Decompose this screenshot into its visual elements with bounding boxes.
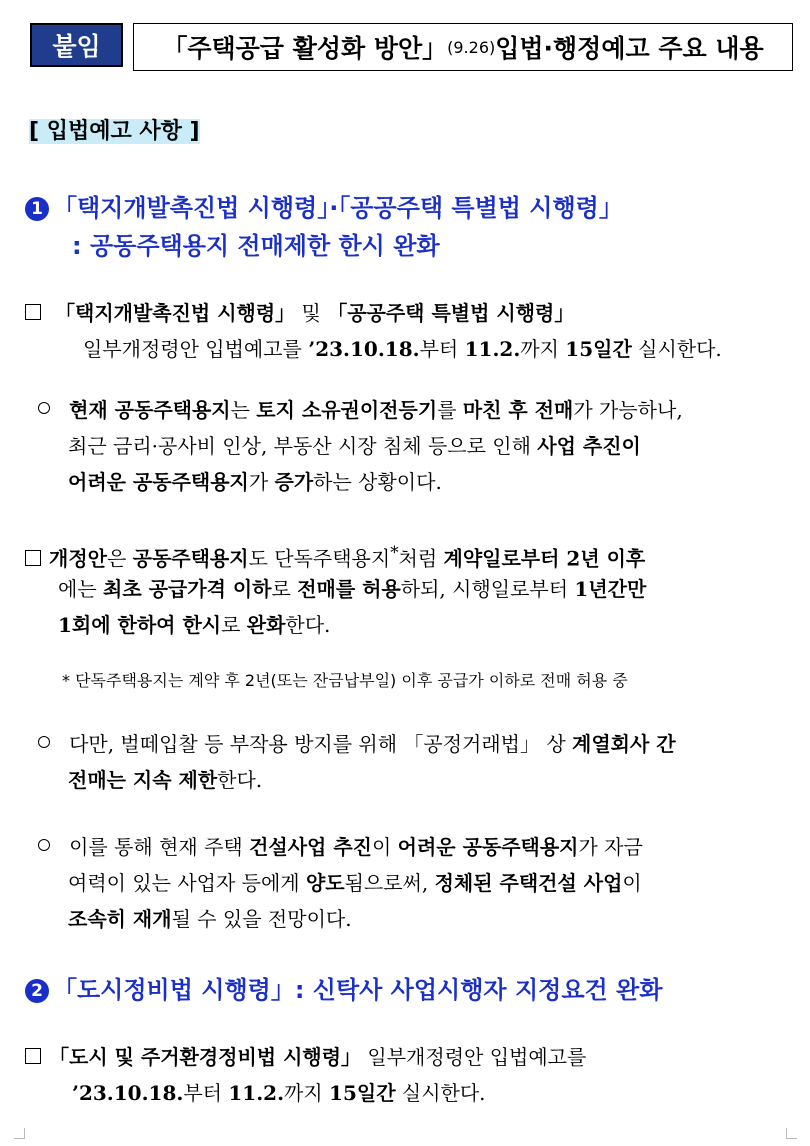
p2-t5: 마친 후 전매 bbox=[462, 398, 574, 422]
p5-t3: 이 bbox=[371, 835, 398, 859]
item1-number-icon: 1 bbox=[25, 197, 49, 221]
title-date: (9.26) bbox=[447, 37, 496, 57]
p3-t16: 한다. bbox=[285, 613, 331, 637]
item1-heading bbox=[25, 188, 623, 223]
p3-t12: 1년간만 bbox=[574, 577, 647, 601]
p1-text-e: 까지 bbox=[520, 337, 566, 361]
p1-text-a: 일부개정령안 입법예고를 bbox=[83, 337, 309, 361]
p3-t14: 로 bbox=[221, 613, 247, 637]
title-tail: 입법·행정예고 주요 내용 bbox=[495, 34, 764, 63]
checkbox-square-icon bbox=[25, 550, 41, 566]
p6-t5: 11.2. bbox=[228, 1081, 285, 1105]
p2-t2: 는 bbox=[230, 398, 257, 422]
p2-t4: 를 bbox=[437, 398, 463, 422]
p3-footnote-mark: * bbox=[390, 543, 399, 562]
p3-t6: 계약일로부터 2년 이후 bbox=[443, 546, 646, 571]
p5-t10: 이 bbox=[622, 871, 642, 895]
p5-t5: 가 자금 bbox=[578, 835, 643, 859]
p1-law2: 「공공주택 특별법 시행령」 bbox=[327, 301, 575, 325]
p5-t1: 이를 통해 현재 주택 bbox=[69, 835, 250, 859]
p5-t8: 됨으로써, bbox=[344, 871, 435, 895]
p4-line1 bbox=[38, 726, 676, 762]
attachment-badge: 붙임 bbox=[30, 23, 123, 67]
p2-t6: 가 가능하나, bbox=[573, 398, 683, 422]
item2-number-icon: 2 bbox=[25, 979, 49, 1003]
p5-t11: 조속히 재개 bbox=[68, 907, 172, 931]
title-main: 「주택공급 활성화 방안」 bbox=[162, 34, 448, 63]
p5-line2 bbox=[68, 865, 642, 901]
p5-t12: 될 수 있을 전망이다. bbox=[171, 907, 352, 931]
item1-subheading: : 공동주택용지 전매제한 한시 완화 bbox=[72, 232, 440, 260]
p2-line1 bbox=[38, 392, 683, 428]
p4-t4: 한다. bbox=[217, 768, 263, 792]
p2-line2 bbox=[68, 428, 641, 464]
p5-line1 bbox=[38, 829, 643, 865]
p6-t7: 15일간 bbox=[329, 1081, 396, 1105]
p3-t2: 은 bbox=[106, 546, 133, 571]
p3-t5: 처럼 bbox=[398, 546, 444, 571]
p2-t11: 증가 bbox=[274, 470, 314, 494]
footnote: * 단독주택용지는 계약 후 2년(또는 잔금납부일) 이후 공급가 이하로 전매 허용 중 bbox=[62, 671, 628, 690]
p1-and: 및 bbox=[295, 301, 328, 325]
p3-t4: 도 단독주택용지 bbox=[248, 546, 391, 571]
p1-line2 bbox=[83, 331, 722, 367]
p2-line3 bbox=[68, 464, 442, 500]
p4-t3: 전매는 지속 제한 bbox=[68, 768, 218, 792]
p2-t7: 최근 금리·공사비 인상, 부동산 시장 침체 등으로 인해 bbox=[68, 434, 538, 458]
document-title bbox=[133, 23, 793, 71]
checkbox-square-icon bbox=[25, 304, 41, 320]
p6-t4: 부터 bbox=[183, 1081, 229, 1105]
p1-date-end: 11.2. bbox=[464, 337, 521, 361]
p3-t10: 전매를 허용 bbox=[297, 577, 401, 601]
p6-t1: 「도시 및 주거환경정비법 시행령」 bbox=[49, 1045, 362, 1069]
p1-law1: 「택지개발촉진법 시행령」 bbox=[55, 301, 296, 325]
p3-t9: 로 bbox=[271, 577, 298, 601]
p6-t3: ’23.10.18. bbox=[72, 1081, 184, 1105]
p4-t1: 다만, 벌떼입찰 등 부작용 방지를 위해 「공정거래법」 상 bbox=[69, 732, 573, 756]
page-corner-mark bbox=[786, 1128, 797, 1139]
item1-heading-line1: 「택지개발촉진법 시행령」·「공공주택 특별법 시행령」 bbox=[53, 194, 623, 222]
p3-t1: 개정안 bbox=[49, 546, 107, 571]
p6-t8: 실시한다. bbox=[395, 1081, 486, 1105]
p6-line1 bbox=[25, 1039, 586, 1075]
item2-heading bbox=[25, 970, 662, 1005]
p3-line2 bbox=[58, 571, 646, 607]
p3-t7: 에는 bbox=[58, 577, 103, 601]
p2-t1: 현재 공동주택용지 bbox=[69, 398, 231, 422]
p5-line3 bbox=[68, 901, 352, 937]
p1-line1 bbox=[25, 295, 574, 331]
p3-t15: 완화 bbox=[246, 613, 286, 637]
p1-date-start: ’23.10.18. bbox=[308, 337, 420, 361]
checkbox-square-icon bbox=[25, 1048, 41, 1064]
p3-t3: 공동주택용지 bbox=[132, 546, 249, 571]
p2-t3: 토지 소유권이전등기 bbox=[256, 398, 438, 422]
item2-heading-text: 「도시정비법 시행령」: 신탁사 사업시행자 지정요건 완화 bbox=[53, 976, 663, 1004]
p3-t11: 하되, 시행일로부터 bbox=[400, 577, 575, 601]
p2-t9: 어려운 공동주택용지 bbox=[68, 470, 249, 494]
p5-t6: 여력이 있는 사업자 등에게 bbox=[68, 871, 306, 895]
page-corner-mark bbox=[14, 1128, 25, 1139]
p5-t9: 정체된 주택건설 사업 bbox=[434, 871, 623, 895]
p2-t10: 가 bbox=[248, 470, 275, 494]
p1-text-g: 실시한다. bbox=[631, 337, 722, 361]
p4-line2 bbox=[68, 762, 262, 798]
bullet-circle-icon bbox=[38, 736, 50, 748]
p3-t13: 1회에 한하여 한시 bbox=[58, 613, 222, 637]
p5-t4: 어려운 공동주택용지 bbox=[397, 835, 579, 859]
p2-t12: 하는 상황이다. bbox=[313, 470, 442, 494]
p6-t6: 까지 bbox=[284, 1081, 330, 1105]
p4-t2: 계열회사 간 bbox=[572, 732, 676, 756]
p1-text-c: 부터 bbox=[419, 337, 465, 361]
bullet-circle-icon bbox=[38, 402, 50, 414]
p5-t7: 양도 bbox=[305, 871, 345, 895]
p1-duration: 15일간 bbox=[565, 337, 632, 361]
p3-line3 bbox=[58, 607, 330, 643]
section-label-text: [ 입법예고 사항 ] bbox=[29, 119, 200, 144]
p5-t2: 건설사업 추진 bbox=[249, 835, 372, 859]
p6-t2: 일부개정령안 입법예고를 bbox=[361, 1045, 587, 1069]
p3-t8: 최초 공급가격 이하 bbox=[103, 577, 272, 601]
p6-line2 bbox=[72, 1075, 486, 1111]
section-label bbox=[25, 112, 204, 147]
bullet-circle-icon bbox=[38, 839, 50, 851]
p2-t8: 사업 추진이 bbox=[537, 434, 641, 458]
